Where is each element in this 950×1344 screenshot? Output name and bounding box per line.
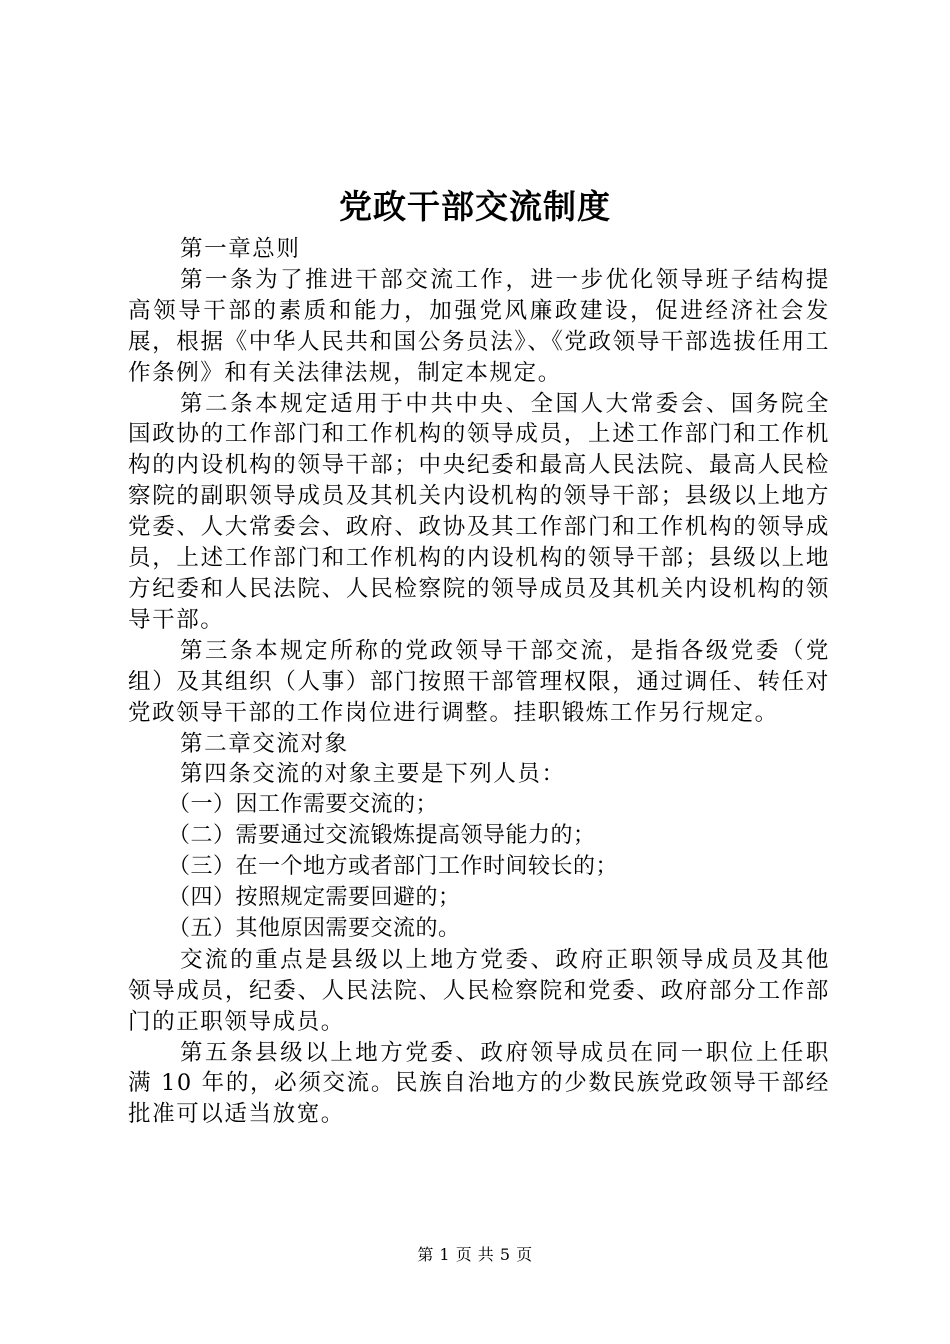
- article-paragraph: 交流的重点是县级以上地方党委、政府正职领导成员及其他领导成员，纪委、人民法院、人民检察院和党委、政府部分工作部门的正职领导成员。: [128, 946, 830, 1035]
- article-paragraph: 第四条交流的对象主要是下列人员：: [180, 761, 566, 788]
- article-paragraph: 第三条本规定所称的党政领导干部交流，是指各级党委（党组）及其组织（人事）部门按照干部管理权限，通过调任、转任对党政领导干部的工作岗位进行调整。挂职锻炼工作另行规定。: [128, 637, 830, 726]
- list-item: （二）需要通过交流锻炼提高领导能力的；: [168, 823, 596, 849]
- list-item: （一）因工作需要交流的；: [168, 792, 439, 818]
- document-title: 党政干部交流制度: [339, 187, 611, 226]
- chapter-heading: 第一章总则: [180, 236, 301, 262]
- chapter-heading: 第二章交流对象: [180, 730, 349, 757]
- article-paragraph: 第一条为了推进干部交流工作，进一步优化领导班子结构提高领导干部的素质和能力，加强党风廉政建设，促进经济社会发展，根据《中华人民共和国公务员法》、《党政领导干部选拔任用工作条例》和有关法律法规，制定本规定。: [128, 266, 830, 386]
- article-paragraph: 第五条县级以上地方党委、政府领导成员在同一职位上任职满 10 年的，必须交流。民族自治地方的少数民族党政领导干部经批准可以适当放宽。: [128, 1039, 830, 1128]
- list-item: （三）在一个地方或者部门工作时间较长的；: [168, 854, 619, 880]
- article-paragraph: 第二条本规定适用于中共中央、全国人大常委会、国务院全国政协的工作部门和工作机构的领导成员，上述工作部门和工作机构的内设机构的领导干部；中央纪委和最高人民法院、最高人民检察院的副职领导成员及其机关内设机构的领导干部；县级以上地方党委、人大常委会、政府、政协及其工作部门和工作机构的领导成员，上述工作部门和工作机构的内设机构的领导干部；县级以上地方纪委和人民法院、人民检察院的领导成员及其机关内设机构的领导干部。: [128, 390, 830, 633]
- list-item: （四）按照规定需要回避的；: [168, 885, 461, 911]
- list-item: （五）其他原因需要交流的。: [168, 915, 461, 941]
- document-body: [128, 234, 830, 1130]
- page-footer: 第 1 页 共 5 页: [417, 1245, 533, 1264]
